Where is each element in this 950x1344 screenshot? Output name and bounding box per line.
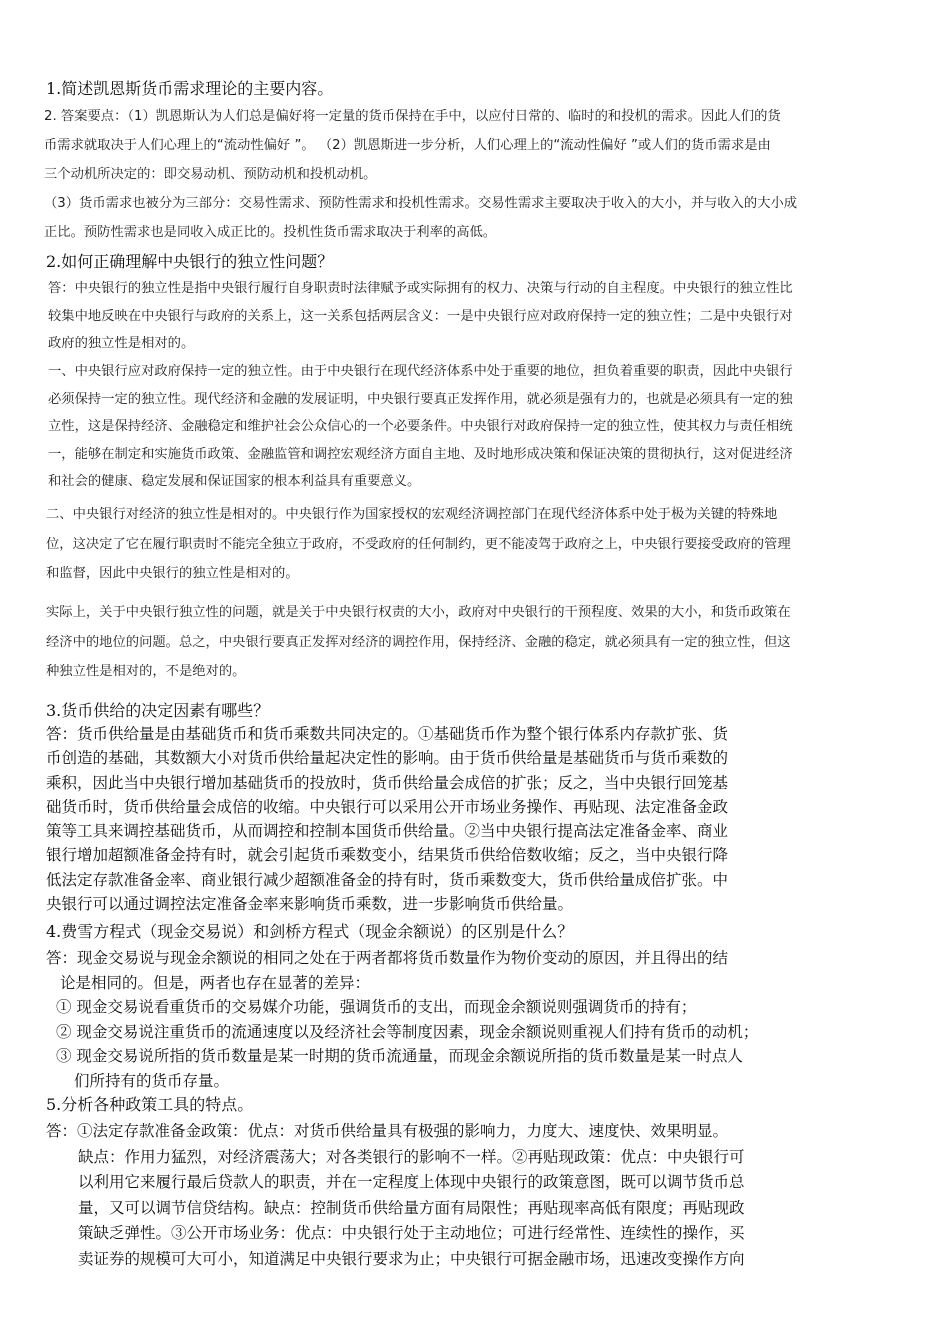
answer-line: 答：①法定存款准备金政策：优点：对货币供给量具有极强的影响力，力度大、速度快、效果明显。 bbox=[46, 1122, 729, 1140]
answer-line: ① 现金交易说看重货币的交易媒介功能，强调货币的支出，而现金余额说则强调货币的持有； bbox=[56, 998, 697, 1016]
answer-line: 乘积，因此当中央银行增加基础货币的投放时，货币供给量会成倍的扩张；反之，当中央银行回笼基 bbox=[46, 773, 729, 792]
answer-line: 们所持有的货币存量。 bbox=[74, 1071, 230, 1090]
answer-line: 币创造的基础，其数额大小对货币供给量起决定性的影响。由于货币供给量是基础货币与货币乘数的 bbox=[46, 749, 729, 768]
answer-line: （3）货币需求也被分为三部分：交易性需求、预防性需求和投机性需求。交易性需求主要取决于收入的大小，并与收入的大小成 bbox=[44, 196, 798, 211]
question-4-title: 4.费雪方程式（现金交易说）和剑桥方程式（现金余额说）的区别是什么？ bbox=[46, 922, 574, 941]
answer-line: 答：货币供给量是由基础货币和货币乘数共同决定的。①基础货币作为整个银行体系内存款扩张、货 bbox=[46, 725, 729, 743]
question-2-point-2 bbox=[46, 500, 791, 589]
question-5-answer bbox=[46, 1119, 745, 1273]
question-1-title: 1.简述凯恩斯货币需求理论的主要内容。 bbox=[46, 79, 334, 98]
answer-line: 立性，这是保持经济、金融稳定和维护社会公众信心的一个必要条件。中央银行对政府保持一定的独立性，使其权力与责任相统 bbox=[48, 419, 793, 434]
answer-line: 和社会的健康、稳定发展和保证国家的根本利益具有重要意义。 bbox=[48, 474, 421, 489]
question-4-answer bbox=[46, 946, 758, 1093]
answer-line: 必须保持一定的独立性。现代经济和金融的发展证明，中央银行要真正发挥作用，就必须是强有力的，也就是必须具有一定的独 bbox=[48, 391, 793, 407]
answer-line: 币需求就取决于人们心理上的“流动性偏好 ”。 （2）凯恩斯进一步分析，人们心理上的“流动性偏好 ”或人们的货币需求是由 bbox=[44, 138, 771, 153]
answer-line: 种独立性是相对的，不是绝对的。 bbox=[46, 664, 246, 679]
question-2-summary bbox=[46, 598, 791, 687]
answer-line: 答：现金交易说与现金余额说的相同之处在于两者都将货币数量作为物价变动的原因，并且得出的结 bbox=[46, 949, 729, 967]
answer-line: 三个动机所决定的：即交易动机、预防动机和投机动机。 bbox=[44, 167, 377, 182]
answer-line: 政府的独立性是相对的。 bbox=[48, 336, 195, 351]
answer-line: 银行增加超额准备金持有时，就会引起货币乘数变小，结果货币供给倍数收缩；反之，当中央银行降 bbox=[46, 846, 729, 865]
answer-line: 础货币时，货币供给量会成倍的收缩。中央银行可以采用公开市场业务操作、再贴现、法定准备金政 bbox=[46, 797, 729, 816]
answer-line: 正比。预防性需求也是同收入成正比的。投机性货币需求取决于利率的高低。 bbox=[44, 225, 497, 240]
answer-line: 实际上，关于中央银行独立性的问题，就是关于中央银行权责的大小，政府对中央银行的干预程度、效果的大小，和货币政策在 bbox=[46, 605, 791, 620]
answer-line: 和监督，因此中央银行的独立性是相对的。 bbox=[46, 566, 299, 581]
answer-line: 策等工具来调控基础货币，从而调控和控制本国货币供给量。②当中央银行提高法定准备金率、商业 bbox=[46, 822, 729, 841]
answer-line: 2. 答案要点：（1）凯恩斯认为人们总是偏好将一定量的货币保持在手中，以应付日常的、临时的和投机的需求。因此人们的货 bbox=[44, 109, 781, 124]
answer-line: 较集中地反映在中央银行与政府的关系上，这一关系包括两层含义：一是中央银行应对政府保持一定的独立性；二是中央银行对 bbox=[48, 308, 793, 324]
question-5-title: 5.分析各种政策工具的特点。 bbox=[46, 1095, 254, 1114]
question-3-title: 3.货币供给的决定因素有哪些？ bbox=[46, 701, 270, 720]
answer-line: 经济中的地位的问题。总之，中央银行要真正发挥对经济的调控作用，保持经济、金融的稳定，就必须具有一定的独立性，但这 bbox=[46, 634, 791, 650]
answer-line: ② 现金交易说注重货币的流通速度以及经济社会等制度因素，现金余额说则重视人们持有货币的动机； bbox=[56, 1022, 759, 1041]
question-2-point-1 bbox=[48, 358, 793, 496]
question-2-intro bbox=[48, 275, 793, 358]
answer-line: 位，这决定了它在履行职责时不能完全独立于政府，不受政府的任何制约，更不能凌驾于政府之上，中央银行要接受政府的管理 bbox=[46, 536, 791, 552]
answer-line: 二、中央银行对经济的独立性是相对的。中央银行作为国家授权的宏观经济调控部门在现代经济体系中处于极为关键的特殊地 bbox=[46, 507, 778, 522]
answer-line: 缺点：作用力猛烈，对经济震荡大；对各类银行的影响不一样。②再贴现政策：优点：中央银行可 bbox=[78, 1147, 745, 1166]
answer-line: 论是相同的。但是，两者也存在显著的差异： bbox=[60, 973, 371, 992]
answer-line: ③ 现金交易说所指的货币数量是某一时期的货币流通量，而现金余额说所指的货币数量是某一时点人 bbox=[56, 1047, 743, 1065]
question-1-answer bbox=[44, 102, 797, 247]
answer-line: 一、中央银行应对政府保持一定的独立性。由于中央银行在现代经济体系中处于重要的地位，担负着重要的职责，因此中央银行 bbox=[48, 364, 793, 379]
answer-line: 以利用它来履行最后贷款人的职责，并在一定程度上体现中央银行的政策意图，既可以调节货币总 bbox=[78, 1173, 745, 1192]
answer-line: 卖证券的规模可大可小，知道满足中央银行要求为止；中央银行可据金融市场，迅速改变操作方向 bbox=[78, 1249, 745, 1268]
answer-line: 答：中央银行的独立性是指中央银行履行自身职责时法律赋予或实际拥有的权力、决策与行动的自主程度。中央银行的独立性比 bbox=[48, 281, 793, 296]
question-3-answer bbox=[46, 722, 728, 916]
answer-line: 策缺乏弹性。③公开市场业务：优点：中央银行处于主动地位；可进行经常性、连续性的操作，买 bbox=[78, 1224, 745, 1243]
answer-line: 量，又可以调节信贷结构。缺点：控制货币供给量方面有局限性；再贴现率高低有限度；再贴现政 bbox=[78, 1198, 745, 1217]
answer-line: 央银行可以通过调控法定准备金率来影响货币乘数，进一步影响货币供给量。 bbox=[46, 895, 574, 914]
answer-line: 低法定存款准备金率、商业银行减少超额准备金的持有时，货币乘数变大，货币供给量成倍扩张。中 bbox=[46, 870, 729, 889]
question-2-title: 2.如何正确理解中央银行的独立性问题？ bbox=[46, 252, 334, 271]
answer-line: 一，能够在制定和实施货币政策、金融监管和调控宏观经济方面自主地、及时地形成决策和保证决策的贯彻执行，这对促进经济 bbox=[48, 446, 793, 462]
